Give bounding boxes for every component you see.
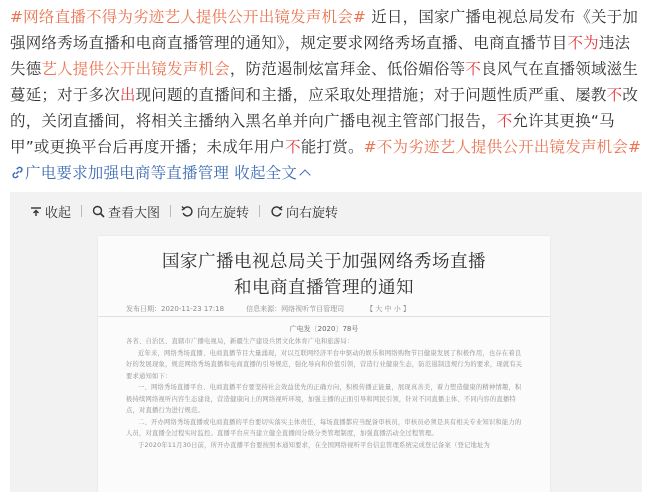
doc-paragraph: 近年来，网络秀场直播、电商直播节目大量涌现，对以互联网经济平台中驱动的娱乐和网络购物节目健康发展了积极作用，也存在着良好的发展现象，规范网络秀场直播和电商直播的引导规范，强化导向和价值引领，营造行业健康生态，防范遏制违规行为的要求，现就有关要求通知如下： — [126, 349, 523, 380]
view-large-button[interactable] — [92, 202, 160, 221]
divider — [98, 316, 550, 317]
divider — [81, 205, 82, 217]
keyword-highlight: 不为 — [567, 34, 599, 52]
rotate-right-icon — [270, 205, 283, 218]
arrow-up-icon — [30, 205, 42, 217]
doc-paragraph: 二、开办网络秀场直播或电商直播的平台要切实落实主体责任，每场直播都应当配备审核员，审核员必须是具有相关专业知识和能力的人员，对直播全过程实时监控。直播平台应当建立健全直播间分级分类管理制度，加强直播活动全过程管理。 — [126, 418, 522, 437]
keyword-highlight: 不 — [285, 138, 301, 156]
doc-font-size: 【 大 中 小 】 — [366, 305, 410, 313]
post-text — [10, 4, 642, 186]
post-segment: 违法失德 — [10, 34, 631, 78]
doc-number: 广电发〔2020〕78号 — [289, 325, 359, 333]
post-segment: 良风气在直播领域滋生蔓延；对于多次 — [10, 60, 639, 104]
collapse-label: 收起 — [45, 205, 72, 221]
keyword-highlight: 艺人提供公开出镜发声机会 — [41, 60, 230, 78]
post-segment: 近日，国家广播电视总局发布《关于加强网络秀场直播和电商直播管理的通知》，规定要求网络秀场直播、电商直播节目 — [10, 8, 639, 52]
keyword-highlight: 不 — [606, 86, 623, 104]
rotate-right-button[interactable] — [270, 202, 338, 221]
divider — [259, 205, 260, 217]
doc-title-line1: 国家广播电视总局关于加强网络秀场直播 — [162, 252, 486, 272]
topic-tag[interactable]: #网络直播不得为劣迹艺人提供公开出镜发声机会# — [10, 8, 367, 26]
article-link[interactable]: 广电要求加强电商等直播管理 — [25, 164, 230, 182]
doc-paragraph: 各省、自治区、直辖市广播电视局，新疆生产建设兵团文化体育广电和旅游局： — [126, 338, 354, 345]
image-viewer — [10, 192, 642, 492]
view-large-label: 查看大图 — [108, 205, 161, 221]
rotate-left-icon — [181, 205, 194, 218]
doc-paragraph: 一、网络秀场直播平台、电商直播平台要坚持社会效益优先的正确方向，积极传播正能量，展现真善美，着力塑造健康的精神情趣，积极持续网络视听内容生态建设，营造健康向上的网络视听环境，加强主播的正面引导和网民引领，针对不同直播主体、不同内容的直播特点，对直播行为进行规范。 — [126, 384, 522, 414]
doc-paragraph: 于2020年11月30日前，所开办直播平台要按照本通知要求，在全国网络视听平台信息管理系统完成登记备案（登记地址为 — [138, 441, 490, 449]
rotate-left-label: 向左旋转 — [197, 205, 250, 221]
doc-body — [126, 336, 526, 451]
divider — [170, 205, 171, 217]
document-image[interactable] — [98, 236, 550, 492]
collapse-label: 收起全文 — [234, 164, 298, 182]
rotate-left-button[interactable] — [181, 202, 249, 221]
post-segment: 允许其更换“马甲”或更换平台后再度开播；未成年用户 — [10, 112, 615, 156]
post-segment: 改的，关闭直播间，将相关主播纳入黑名单并向广播电视主管部门报告， — [10, 86, 639, 130]
doc-source: 信息来源：网络视听节目管理司 — [246, 305, 345, 313]
collapse-text-button[interactable] — [234, 164, 309, 182]
collapse-image-button[interactable] — [30, 202, 71, 221]
post-segment: 能打赏。 — [300, 138, 364, 156]
keyword-highlight: 不 — [465, 60, 482, 78]
rotate-right-label: 向右旋转 — [286, 205, 339, 221]
chevron-up-icon — [299, 169, 310, 180]
keyword-highlight: 不 — [496, 112, 513, 130]
doc-date: 发布日期：2020-11-23 17:18 — [126, 305, 225, 313]
doc-title-line2: 和电商直播管理的通知 — [234, 278, 414, 298]
image-toolbar — [10, 192, 642, 230]
link-icon[interactable] — [10, 164, 25, 182]
topic-tag-2[interactable]: #不为劣迹艺人提供公开出镜发声机会# — [363, 138, 642, 156]
magnifier-icon — [92, 205, 105, 218]
doc-meta — [126, 304, 526, 314]
keyword-highlight: 出 — [119, 86, 136, 104]
post-segment: 现问题的直播间和主播，应采取处理措施；对于问题性质严重、屡教 — [135, 86, 607, 104]
post-segment: ，防范遏制炫富拜金、低俗媚俗等 — [229, 60, 466, 78]
